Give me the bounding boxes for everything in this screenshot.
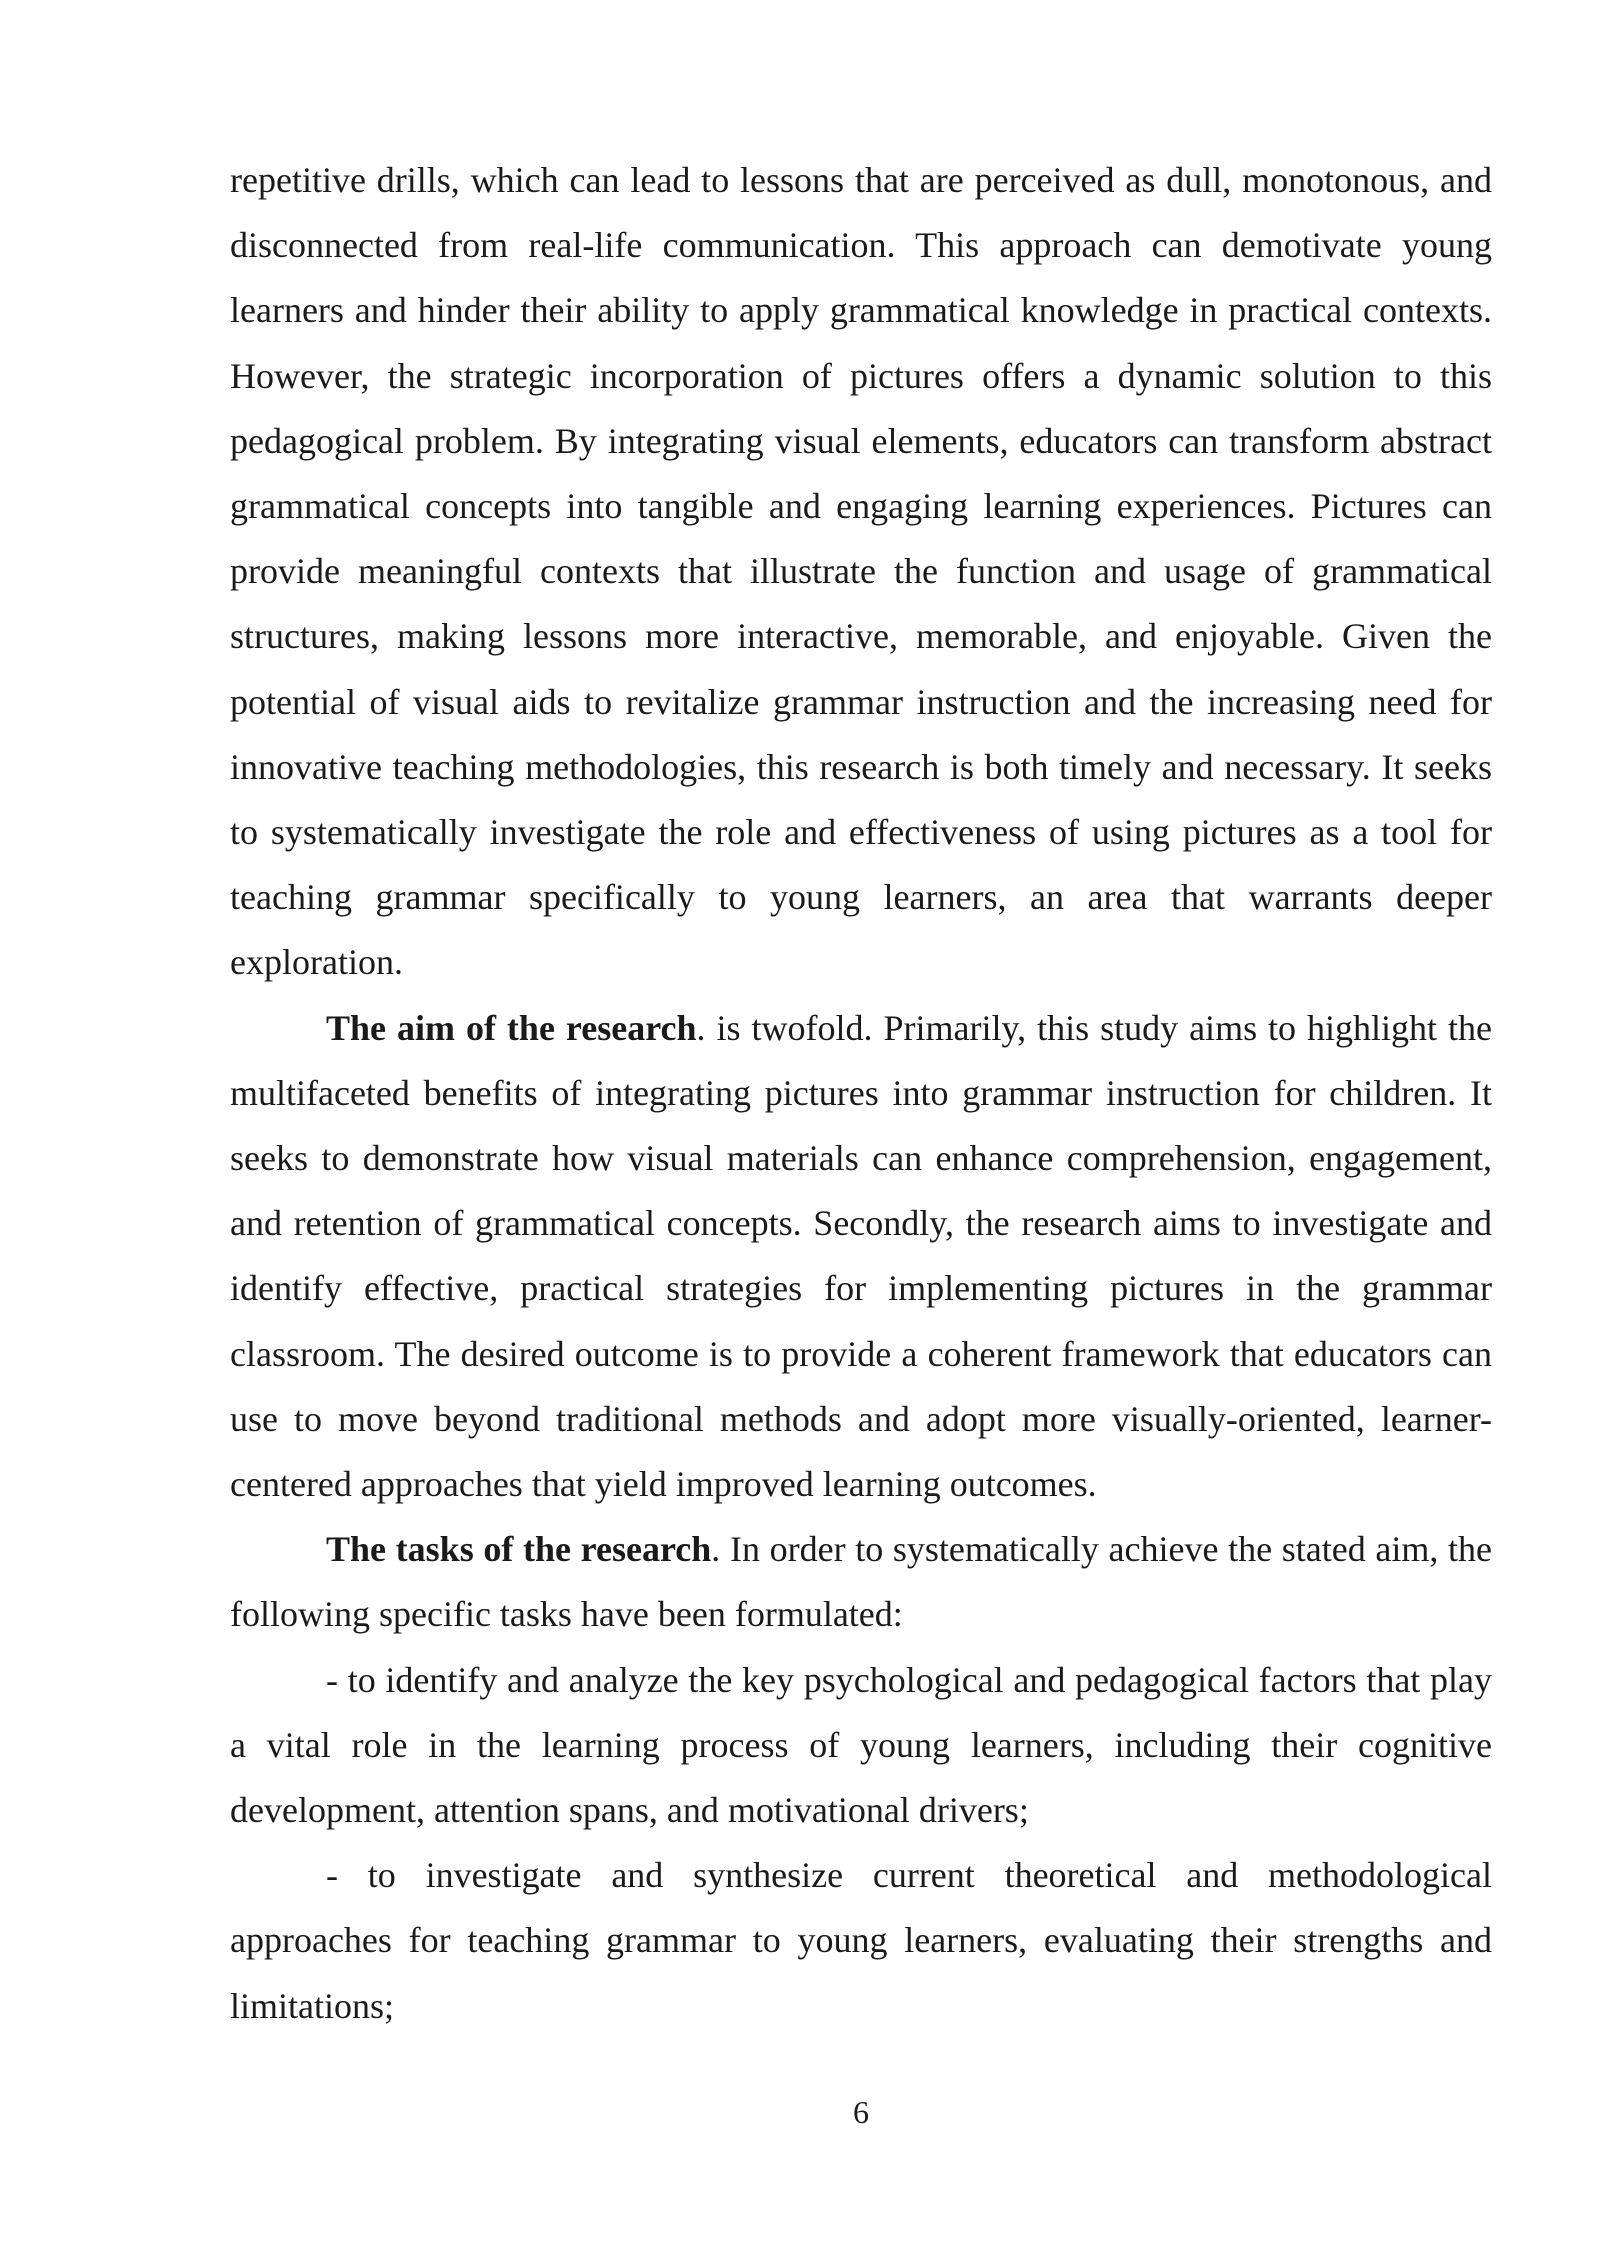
continuation-paragraph: repetitive drills, which can lead to lessons that are perceived as dull, monotonous, and disconnected from real-life communication. This approach can demotivate young learners and hinder their ability to apply grammatical knowledge in practical contexts. However, the strategic incorporation of pictures offers a dynamic solution to this pedagogical problem. By integrating visual elements, educators can transform abstract grammatical concepts into tangible and engaging learning experiences. Pictures can provide meaningful contexts that illustrate the function and usage of grammatical structures, making lessons more interactive, memorable, and enjoyable. Given the potential of visual aids to revitalize grammar instruction and the increasing need for innovative teaching methodologies, this research is both timely and necessary. It seeks to systematically investigate the role and effectiveness of using pictures as a tool for teaching grammar specifically to young learners, an area that warrants deeper exploration. xyxy=(230,160,1492,983)
tasks-text: . In order to systematically achieve the stated aim, the following specific tasks have been formulated: xyxy=(230,1529,1492,1635)
task-item: - to investigate and synthesize current theoretical and methodological approaches for teaching grammar to young learners, evaluating their strengths and limitations; xyxy=(230,1855,1492,2026)
body-text xyxy=(230,148,1492,2039)
aim-paragraph xyxy=(230,996,1492,1518)
tasks-paragraph xyxy=(230,1517,1492,1647)
aim-text: . is twofold. Primarily, this study aims to highlight the multifaceted benefits of integrating pictures into grammar instruction for children. It seeks to demonstrate how visual materials can enhance comprehension, engagement, and retention of grammatical concepts. Secondly, the research aims to investigate and identify effective, practical strategies for implementing pictures in the grammar classroom. The desired outcome is to provide a coherent framework that educators can use to move beyond traditional methods and adopt more visually-oriented, learner-centered approaches that yield improved learning outcomes. xyxy=(230,1007,1493,1505)
aim-heading: The aim of the research xyxy=(326,1007,697,1048)
tasks-heading: The tasks of the research xyxy=(326,1529,712,1570)
page-number: 6 xyxy=(853,2094,869,2130)
task-item: - to identify and analyze the key psychological and pedagogical factors that play a vital role in the learning process of young learners, including their cognitive development, attention spans, and motivational drivers; xyxy=(230,1659,1492,1831)
